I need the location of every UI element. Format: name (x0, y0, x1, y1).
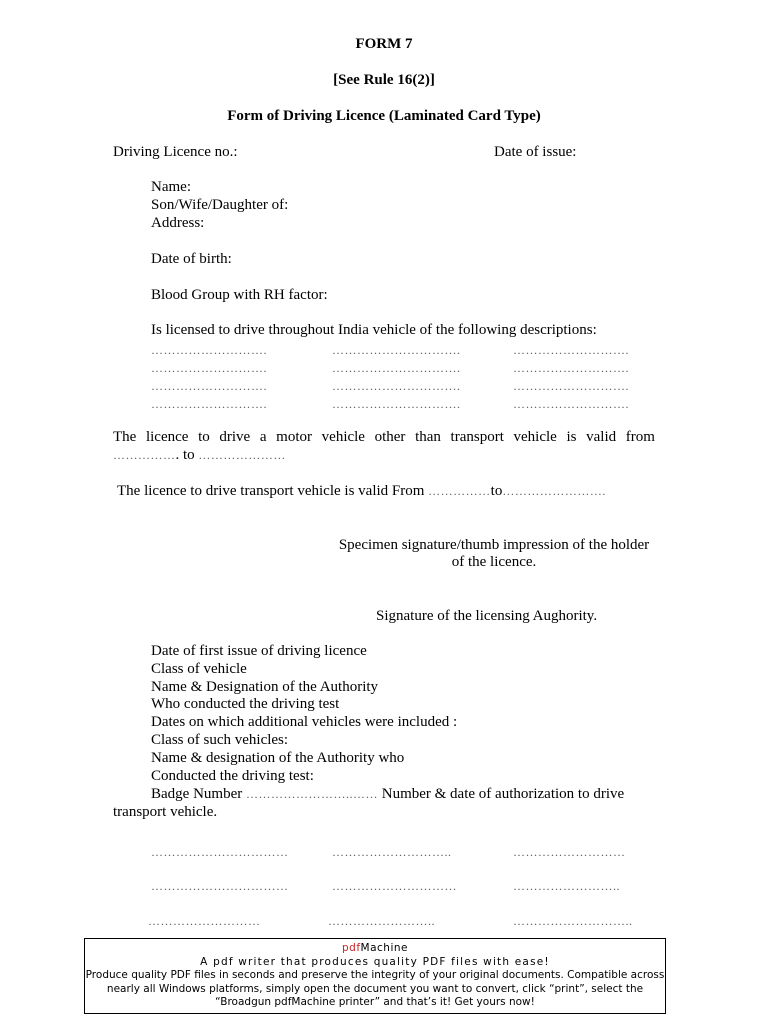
licensed-description: Is licensed to drive throughout India vehicle of the following descriptions: (151, 322, 597, 338)
bottom-dots-r1c2: ……………………….. (332, 845, 452, 859)
vehicle-dots-r1c1: ………………………. (151, 343, 267, 357)
date-of-birth-label: Date of birth: (151, 251, 232, 267)
rule-reference: [See Rule 16(2)] (333, 72, 435, 88)
bottom-dots-r1c1: …………………………… (151, 845, 289, 859)
authorization-label: Number & date of authorization to drive (381, 786, 625, 802)
pdfmachine-brand: pdfMachine (342, 942, 408, 954)
vehicle-dots-r1c2: …………………………. (332, 343, 461, 357)
address-label: Address: (151, 215, 205, 231)
non-transport-to-word: . to (175, 447, 195, 463)
non-transport-from-dots: …………… (113, 448, 176, 462)
bottom-dots-r2c3: …………………….. (513, 879, 620, 893)
form-number: FORM 7 (355, 36, 413, 52)
specimen-signature-line1: Specimen signature/thumb impression of the holder (338, 537, 650, 553)
additional-dates-label: Dates on which additional vehicles were included : (151, 714, 458, 730)
authority-signature: Signature of the licensing Aughority. (376, 608, 598, 624)
vehicle-dots-r4c2: …………………………. (332, 397, 461, 411)
name-label: Name: (151, 179, 191, 195)
class-of-vehicle-label: Class of vehicle (151, 661, 247, 677)
bottom-dots-r3c2: …………………….. (328, 914, 435, 928)
non-transport-to-dots: ………………… (198, 448, 286, 462)
badge-number-label: Badge Number (151, 786, 243, 802)
who-conducted-label: Who conducted the driving test (151, 696, 340, 712)
form-title: Form of Driving Licence (Laminated Card Type) (227, 108, 541, 124)
pdfmachine-line2: nearly all Windows platforms, simply open the document you want to convert, click “print”, select the (106, 982, 644, 995)
bottom-dots-r3c1: ……………………… (148, 914, 261, 928)
badge-number-dots: ……………………..…… (245, 787, 378, 801)
authority-designation2-label: Name & designation of the Authority who (151, 750, 405, 766)
bottom-dots-r3c3: ……………………….. (513, 914, 633, 928)
blood-group-label: Blood Group with RH factor: (151, 287, 328, 303)
non-transport-validity-dates (113, 446, 286, 464)
vehicle-dots-r4c3: ………………………. (513, 397, 629, 411)
licence-number-label: Driving Licence no.: (113, 144, 238, 160)
pdfmachine-line1: Produce quality PDF files in seconds and preserve the integrity of your original documents. Compatible across (85, 969, 665, 981)
vehicle-dots-r3c2: …………………………. (332, 379, 461, 393)
transport-to-dots: ……………………. (502, 484, 606, 498)
first-issue-label: Date of first issue of driving licence (151, 643, 367, 659)
pdfmachine-footer (84, 938, 666, 1014)
pdfmachine-tagline: A pdf writer that produces quality PDF files with ease! (200, 955, 550, 968)
vehicle-dots-r2c3: ………………………. (513, 361, 629, 375)
class-such-vehicles-label: Class of such vehicles: (151, 732, 289, 748)
conducted-test-label: Conducted the driving test: (151, 768, 314, 784)
vehicle-dots-r2c1: ………………………. (151, 361, 267, 375)
vehicle-dots-r3c3: ………………………. (513, 379, 629, 393)
authorization-continuation: transport vehicle. (113, 804, 218, 820)
vehicle-dots-r3c1: ………………………. (151, 379, 267, 393)
badge-number-line (151, 785, 624, 803)
transport-validity-text: The licence to drive transport vehicle is valid From (117, 483, 425, 499)
transport-validity (117, 482, 606, 500)
relation-label: Son/Wife/Daughter of: (151, 197, 289, 213)
bottom-dots-r2c1: …………………………… (151, 879, 289, 893)
vehicle-dots-r2c2: …………………………. (332, 361, 461, 375)
authority-designation-label: Name & Designation of the Authority (151, 679, 379, 695)
date-of-issue-label: Date of issue: (494, 144, 577, 160)
non-transport-validity: The licence to drive a motor vehicle other than transport vehicle is valid from (113, 429, 655, 445)
vehicle-dots-r1c3: ………………………. (513, 343, 629, 357)
pdfmachine-line3: “Broadgun pdfMachine printer” and that’s it! Get yours now! (215, 996, 535, 1008)
bottom-dots-r2c2: ………………………… (332, 879, 457, 893)
specimen-signature-line2: of the licence. (451, 554, 537, 570)
transport-from-dots: …………… (428, 484, 491, 498)
bottom-dots-r1c3: ……………………… (513, 845, 626, 859)
transport-to-word: to (490, 483, 503, 499)
vehicle-dots-r4c1: ………………………. (151, 397, 267, 411)
